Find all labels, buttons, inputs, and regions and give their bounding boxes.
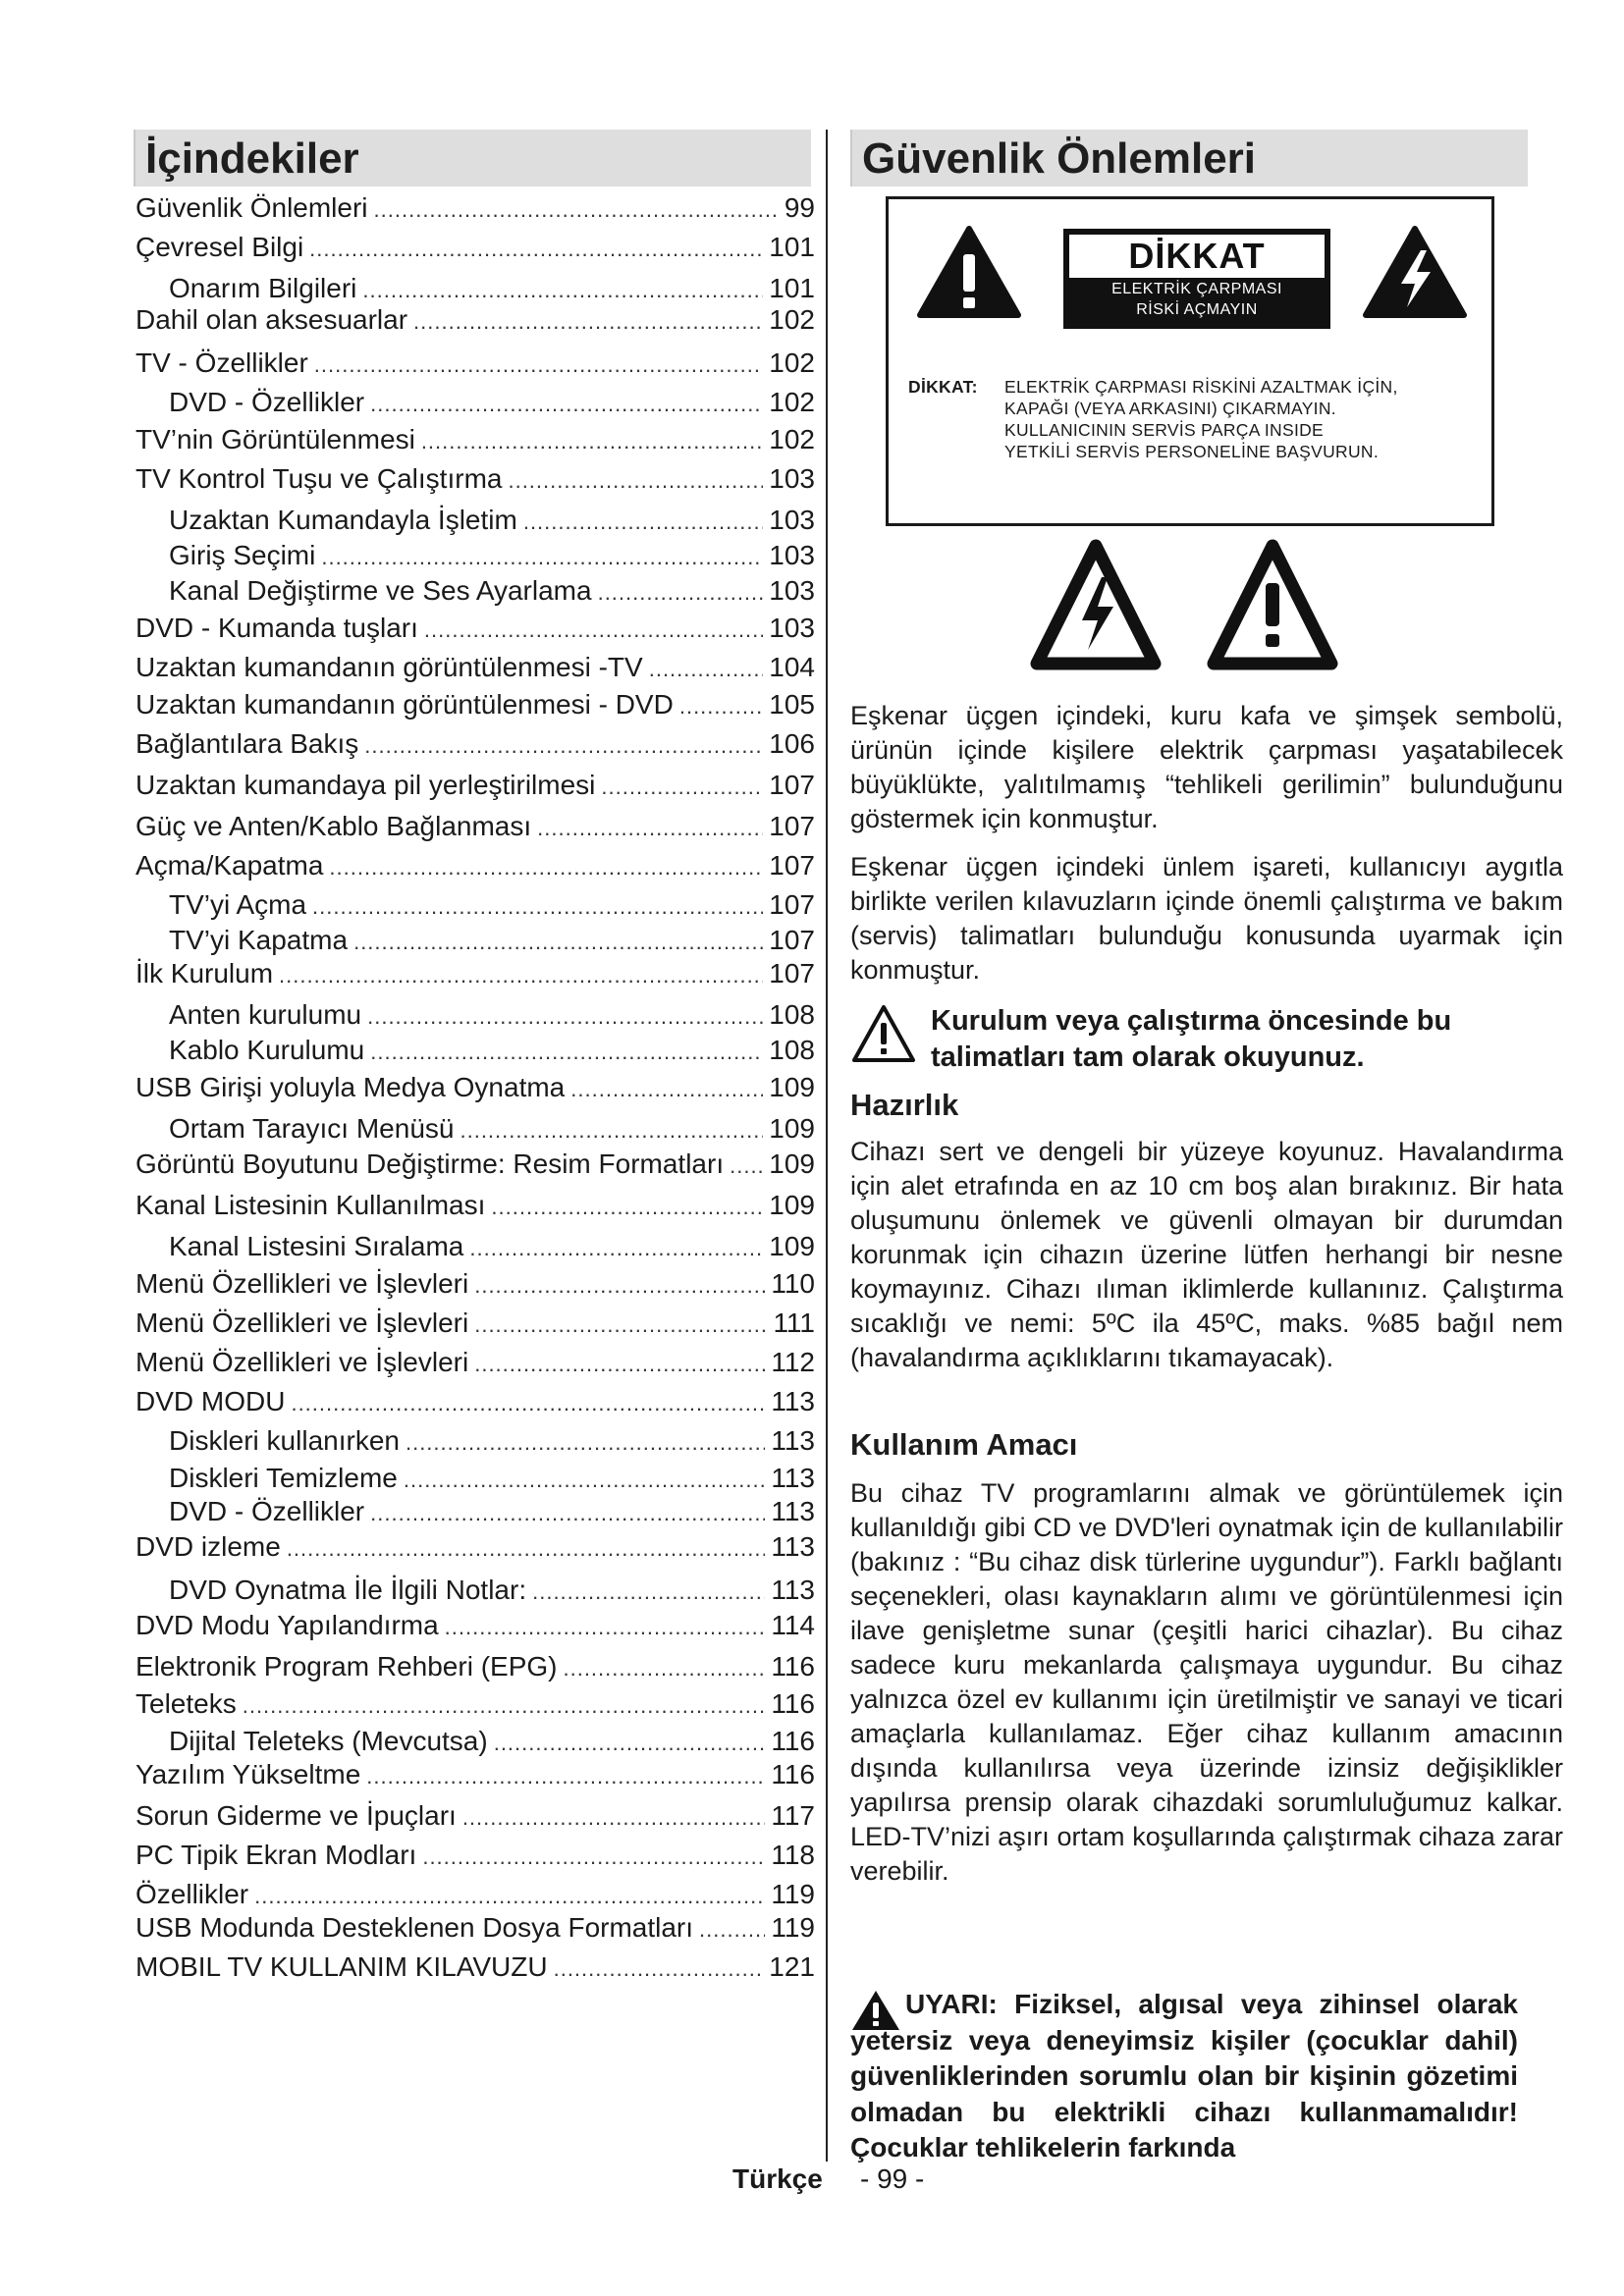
toc-entry [135,1148,815,1184]
toc-entry [135,999,815,1035]
toc-entry [135,1231,815,1266]
toc-entry-page: 113 [771,1496,815,1526]
toc-entry [135,1800,815,1836]
exclamation-symbol-paragraph: Eşkenar üçgen içindeki ünlem işareti, kullanıcıyı aygıtla birlikte verilen kılavuzların içinde önemli çalıştırma ve bakım (servis) talimatları bulunduğu konusunda uyarmak için konmuştur. [850,852,1563,985]
toc-entry-label: Sorun Giderme ve İpuçları [135,1800,457,1831]
toc-entry-label: Menü Özellikleri ve İşlevleri [135,1308,469,1338]
toc-entry [135,1347,815,1382]
toc-entry-page: 104 [769,652,815,682]
toc-entry [135,770,815,805]
toc-entry-page: 102 [769,424,815,454]
toc-entry [135,304,815,340]
toc-entry-page: 116 [771,1651,815,1682]
toc-entry-leader [370,1040,763,1065]
toc-entry-page: 103 [769,505,815,535]
toc-entry-page: 102 [769,347,815,378]
toc-entry-leader [367,1004,763,1030]
toc-entry-page: 119 [771,1912,815,1943]
toc-entry [135,1072,815,1107]
toc-entry [135,1496,815,1531]
warning-text: UYARI: Fiziksel, algısal veya zihinsel olarak yetersiz veya deneyimsiz kişiler (çocuklar dahil) güvenliklerinden sorumlu olan bir kişinin gözetimi olmadan bu elektrikli cihazı kullanmamalıdır!Çocuklar tehlikelerin farkında [850,1989,1518,2163]
toc-entry-label: USB Girişi yoluyla Medya Oynatma [135,1072,566,1102]
toc-entry-page: 103 [769,540,815,570]
toc-entry-label: Dijital Teleteks (Mevcutsa) [169,1726,488,1756]
toc-entry-label: TV - Özellikler [135,347,308,378]
toc-entry [135,424,815,459]
toc-entry-leader [370,392,763,417]
toc-entry-page: 108 [769,999,815,1030]
toc-entry-leader [563,1656,765,1682]
toc-entry-page: 109 [769,1113,815,1144]
toc-entry [135,1840,815,1875]
toc-entry [135,613,815,648]
footer-page-number: - 99 - [860,2163,925,2194]
toc-entry-page: 107 [769,889,815,920]
toc-entry-leader [494,1731,766,1756]
safety-heading [850,130,1528,187]
toc-entry-leader [421,429,763,454]
caution-banner-line2: RİSKİ AÇMAYIN [1136,301,1258,318]
toc-title: İçindekiler [145,134,359,183]
toc-entry-page: 106 [769,728,815,759]
toc-entry-label: Çevresel Bilgi [135,232,304,262]
toc-entry-page: 107 [769,958,815,988]
toc-entry-label: Giriş Seçimi [169,540,316,570]
toc-entry-page: 107 [769,811,815,841]
toc-entry-leader [374,197,779,223]
toc-entry-label: Onarım Bilgileri [169,273,357,303]
toc-entry-label: DVD Oynatma İle İlgili Notlar: [169,1575,527,1605]
toc-entry-leader [491,1195,763,1220]
toc-entry-leader [312,894,763,920]
toc-entry [135,463,815,499]
toc-entry-label: TV’nin Görüntülenmesi [135,424,415,454]
caution-banner-title: DİKKAT [1069,235,1325,278]
toc-entry [135,575,815,611]
toc-entry-label: TV’yi Açma [169,889,307,920]
toc-entry-leader [601,774,763,800]
toc-entry-label: DVD - Özellikler [169,1496,365,1526]
toc-entry-leader [406,1430,765,1456]
toc-entry [135,540,815,575]
toc-entry-page: 116 [771,1726,815,1756]
toc-entry-label: Uzaktan kumandaya pil yerleştirilmesi [135,770,596,800]
toc-entry-page: 116 [771,1688,815,1719]
exclamation-outline-triangle-icon [1206,538,1339,675]
toc-entry-label: Uzaktan kumandanın görüntülenmesi - DVD [135,689,674,720]
toc-entry-page: 113 [771,1575,815,1605]
toc-entry-label: Menü Özellikleri ve İşlevleri [135,1268,469,1299]
toc-entry-label: Elektronik Program Rehberi (EPG) [135,1651,558,1682]
toc-entry-page: 107 [769,770,815,800]
toc-entry-page: 111 [773,1308,815,1338]
toc-entry [135,192,815,228]
toc-entry-leader [474,1352,765,1377]
toc-entry-leader [370,1501,765,1526]
toc-entry [135,1912,815,1948]
lightning-outline-triangle-icon [1029,538,1163,675]
toc-entry-page: 108 [769,1035,815,1065]
toc-entry-leader [469,1236,763,1261]
toc-entry-leader [532,1579,765,1605]
toc-entry-label: Diskleri Temizleme [169,1463,398,1493]
toc-entry-label: MOBIL TV KULLANIM KILAVUZU [135,1951,548,1982]
intended-use-paragraph: Bu cihaz TV programlarını almak ve görüntülemek için kullanıldığı gibi CD ve DVD'leri oynatmak için de kullanılabilir (bakınız : “Bu cihaz disk türlerine uygundur”). Farklı bağlantı seçenekleri, olası kaynakların alımı ve görüntülenmesi için ilave genişletme sunar (çeşitli harici cihazlar). Bu cihaz sadece kuru mekanlarda çalışmaya uygundur. Bu cihaz yalnızca özel ev kullanımı için üretilmiştir ve sanayi ve ticari amaçlarla kullanılamaz. Eğer cihaz kullanım amacının dışında kullanılırsa veya üzerinde izinsiz değişiklikler yapılırsa prensip olarak cihazdaki sorumluluğumuz kalkar. LED-TV’nizi aşırı ortam koşullarında çalıştırmak cihaza zarar verebilir. [850,1478,1563,1886]
read-instructions-notice: Kurulum veya çalıştırma öncesinde bu talimatları tam olarak okuyunuz. [931,1005,1452,1073]
caution-banner-line1: ELEKTRİK ÇARPMASI [1111,281,1282,297]
lightning-symbol-paragraph: Eşkenar üçgen içindeki, kuru kafa ve şimşek sembolü, ürünün içinde kişilere elektrik çarpması yaşatabilecek büyüklükte, yalıtılmamış “tehlikeli gerilimin” bulunduğunu göstermek için konmuştur. [850,701,1563,833]
toc-entry-page: 103 [769,463,815,494]
toc-entry-leader [474,1312,767,1338]
toc-entry-leader [508,468,763,494]
toc-heading [134,130,811,187]
caution-label: DİKKAT: [908,377,978,397]
toc-entry [135,689,815,724]
toc-entry-label: İlk Kurulum [135,958,274,988]
toc-entry-label: PC Tipik Ekran Modları [135,1840,417,1870]
toc-entry-label: Kanal Listesini Sıralama [169,1231,464,1261]
toc-entry [135,1651,815,1686]
safety-title: Güvenlik Önlemleri [862,134,1257,183]
toc-entry [135,387,815,422]
toc-entry-leader [649,657,764,682]
toc-entry-leader [730,1153,763,1179]
toc-entry-page: 112 [771,1347,815,1377]
toc-entry [135,811,815,846]
toc-entry [135,1386,815,1421]
toc-entry [135,958,815,993]
toc-entry-page: 113 [771,1386,815,1416]
toc-entry-leader [309,237,763,262]
toc-entry-label: TV Kontrol Tuşu ve Çalıştırma [135,463,503,494]
toc-entry-label: Uzaktan kumandanın görüntülenmesi -TV [135,652,643,682]
toc-entry-page: 113 [771,1463,815,1493]
toc-entry-leader [321,545,763,570]
toc-entry [135,1688,815,1724]
toc-entry-label: Uzaktan Kumandayla İşletim [169,505,517,535]
toc-entry-label: Bağlantılara Bakış [135,728,359,759]
toc-entry [135,1759,815,1794]
toc-entry-page: 101 [769,232,815,262]
warning-outline-icon [850,1003,917,1064]
toc-entry-page: 103 [769,613,815,643]
preparation-heading: Hazırlık [850,1088,959,1122]
toc-entry-page: 118 [771,1840,815,1870]
toc-entry-label: Menü Özellikleri ve İşlevleri [135,1347,469,1377]
toc-entry-page: 117 [771,1800,815,1831]
toc-entry [135,1113,815,1148]
toc-entry-page: 110 [771,1268,815,1299]
toc-entry-page: 102 [769,387,815,417]
toc-entry-page: 109 [769,1190,815,1220]
toc-entry-label: Ortam Tarayıcı Menüsü [169,1113,455,1144]
toc-entry [135,652,815,687]
toc-entry-leader [570,1077,763,1102]
toc-entry-leader [598,580,764,606]
toc-entry-leader [474,1273,765,1299]
toc-entry-page: 109 [769,1231,815,1261]
toc-entry [135,1531,815,1567]
intended-use-heading: Kullanım Amacı [850,1427,1078,1462]
warning-paragraph [850,1987,1518,2166]
caution-banner [1063,229,1330,329]
toc-entry-page: 119 [771,1879,815,1909]
toc-entry-label: DVD - Kumanda tuşları [135,613,418,643]
toc-entry-leader [243,1693,766,1719]
toc-entry [135,1308,815,1343]
toc-entry-label: DVD Modu Yapılandırma [135,1610,439,1640]
toc-entry-label: Yazılım Yükseltme [135,1759,361,1789]
toc-entry-label: Anten kurulumu [169,999,362,1030]
toc-entry-page: 107 [769,850,815,881]
toc-entry-leader [353,930,763,955]
toc-entry-label: Açma/Kapatma [135,850,324,881]
toc-entry-label: Güvenlik Önlemleri [135,192,368,223]
toc-entry-label: Kanal Listesinin Kullanılması [135,1190,486,1220]
toc-entry [135,347,815,383]
toc-entry-leader [462,1805,766,1831]
toc-entry [135,889,815,925]
preparation-paragraph: Cihazı sert ve dengeli bir yüzeye koyunuz. Havalandırma için alet etrafında en az 10 cm boş alan bırakınız. Bir hata oluşumunu önlemek ve güvenli olmayan bir durumdan korunmak için cihazın üzerine lütfen herhangi bir nesne koymayınız. Cihazı ılıman iklimlerde kullanınız. Çalıştırma sıcaklığı ve nemi: 5ºC ila 45ºC, maks. %85 bağıl nem (havalandırma açıklıklarını tıkamayacak). [850,1137,1563,1372]
toc-entry-leader [366,1764,765,1789]
toc-entry-page: 116 [771,1759,815,1789]
toc-entry-label: DVD izleme [135,1531,281,1562]
toc-entry [135,728,815,764]
toc-entry-page: 113 [771,1425,815,1456]
toc-entry-leader [287,1536,766,1562]
toc-entry [135,1726,815,1761]
toc-entry-page: 109 [769,1148,815,1179]
column-divider [826,130,828,2162]
toc-entry-label: USB Modunda Desteklenen Dosya Formatları [135,1912,694,1943]
toc-entry-leader [254,1884,765,1909]
toc-entry-page: 107 [769,925,815,955]
toc-entry-page: 113 [771,1531,815,1562]
toc-entry [135,1575,815,1610]
toc-entry [135,1610,815,1645]
toc-entry-page: 103 [769,575,815,606]
toc-entry-label: Özellikler [135,1879,249,1909]
caution-box [886,196,1494,526]
toc-entry [135,1190,815,1225]
caution-instructions: ELEKTRİK ÇARPMASI RİSKİNİ AZALTMAK İÇİN, KAPAĞI (VEYA ARKASINI) ÇIKARMAYIN. KULLANICININ SERVİS PARÇA INSIDE YETKİLİ SERVİS PERSONELİNE BAŞVURUN. [1004,377,1398,461]
toc-entry [135,850,815,885]
toc-entry-label: DVD MODU [135,1386,286,1416]
toc-entry [135,505,815,540]
toc-entry-leader [699,1917,765,1943]
toc-entry-page: 99 [784,192,815,223]
toc-entry-label: Teleteks [135,1688,237,1719]
toc-entry-leader [329,855,763,881]
toc-entry-page: 101 [769,273,815,303]
toc-entry [135,1463,815,1498]
toc-entry [135,232,815,267]
toc-entry [135,925,815,960]
toc-entry-label: TV’yi Kapatma [169,925,349,955]
toc-entry-leader [279,963,763,988]
toc-entry-leader [554,1956,764,1982]
exclamation-triangle-icon [916,225,1022,319]
toc-entry-label: Diskleri kullanırken [169,1425,400,1456]
toc-entry [135,1425,815,1461]
toc-entry-page: 105 [769,689,815,720]
toc-entry-page: 114 [771,1610,815,1640]
toc-entry-leader [679,694,763,720]
toc-entry-leader [362,278,763,303]
toc-entry-label: Kablo Kurulumu [169,1035,365,1065]
toc-entry [135,273,815,308]
toc-entry-leader [422,1844,765,1870]
toc-entry-page: 121 [769,1951,815,1982]
toc-entry-label: Kanal Değiştirme ve Ses Ayarlama [169,575,592,606]
toc-entry-leader [291,1391,765,1416]
toc-entry-leader [445,1615,766,1640]
toc-entry-leader [460,1118,763,1144]
toc-entry [135,1035,815,1070]
toc-entry-leader [424,617,763,643]
toc-entry-label: Güç ve Anten/Kablo Bağlanması [135,811,532,841]
toc-entry-leader [413,309,763,335]
toc-entry-label: Dahil olan aksesuarlar [135,304,408,335]
toc-entry-label: Görüntü Boyutunu Değiştirme: Resim Formatları [135,1148,725,1179]
toc-entry [135,1879,815,1914]
toc-entry-leader [364,733,763,759]
toc-entry [135,1268,815,1304]
toc-entry-leader [314,352,763,378]
lightning-triangle-icon [1362,225,1468,319]
toc-entry-leader [404,1468,766,1493]
toc-entry-page: 109 [769,1072,815,1102]
toc-entry-label: DVD - Özellikler [169,387,365,417]
toc-entry-leader [537,816,763,841]
footer-language: Türkçe [732,2163,823,2194]
toc-entry-page: 102 [769,304,815,335]
toc-entry-leader [523,509,763,535]
toc-entry [135,1951,815,1987]
